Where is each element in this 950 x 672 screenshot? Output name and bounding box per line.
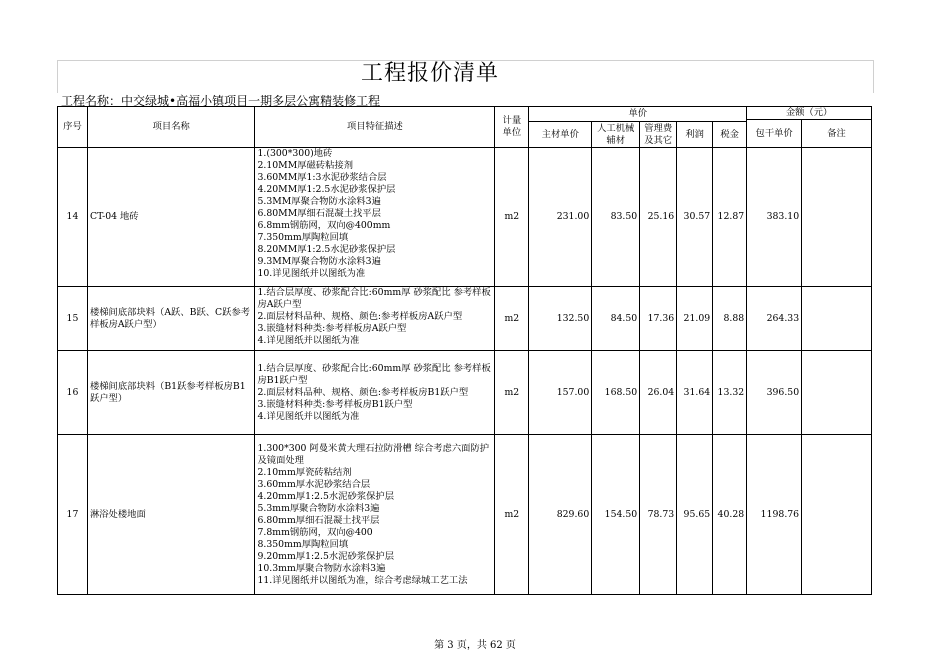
row-item-name: 淋浴处楼地面: [87, 435, 255, 595]
feature-line: 10.3mm厚聚合物防水涂料3遍: [257, 562, 386, 574]
row-seq: 16: [58, 351, 88, 435]
header-unit-price: 单价: [529, 107, 747, 122]
row-mgmt: 17.36: [640, 287, 677, 351]
title-box: [57, 60, 874, 93]
row-tax: 12.87: [713, 148, 747, 287]
feature-line: 1.结合层厚度、砂浆配合比:60mm厚 砂浆配比 参考样板房A跃户型: [257, 287, 491, 310]
row-material: 132.50: [529, 287, 592, 351]
feature-line: 8.350mm厚陶粒回填: [257, 538, 349, 550]
row-features: [255, 287, 495, 351]
feature-line: 3.嵌缝材料种类:参考样板房B1跃户型: [257, 398, 413, 410]
feature-line: 3.嵌缝材料种类:参考样板房A跃户型: [257, 323, 407, 334]
row-profit: 30.57: [677, 148, 713, 287]
header-profit: 利润: [677, 122, 713, 148]
header-labor-line2: 辅材: [606, 134, 626, 146]
row-labor: 84.50: [592, 287, 640, 351]
row-material: 829.60: [529, 435, 592, 595]
row-labor: 83.50: [592, 148, 640, 287]
row-total: 1198.76: [747, 435, 802, 595]
feature-line: 9.20mm厚1:2.5水泥砂浆保护层: [257, 550, 395, 562]
row-mgmt: 26.04: [640, 351, 677, 435]
row-remark: [802, 148, 872, 287]
feature-line: 1.(300*300)地砖: [257, 148, 333, 159]
row-remark: [802, 351, 872, 435]
feature-line: 5.3MM厚聚合物防水涂料3遍: [257, 196, 381, 207]
feature-line: 7.8mm钢筋网，双向@400: [257, 526, 373, 538]
feature-line: 6.80MM厚细石混凝土找平层: [257, 208, 381, 219]
header-mgmt-line2: 及其它: [644, 134, 673, 146]
feature-line: 3.60mm厚水泥砂浆结合层: [257, 478, 371, 490]
feature-line: 5.3mm厚聚合物防水涂料3遍: [257, 502, 380, 514]
row-profit: 21.09: [677, 287, 713, 351]
row-tax: 8.88: [713, 287, 747, 351]
header-remark: 备注: [802, 120, 872, 148]
page-title: 工程报价清单: [361, 61, 500, 86]
header-mgmt: [640, 122, 677, 148]
row-unit: m2: [495, 435, 529, 595]
quotation-table: [57, 106, 872, 595]
row-mgmt: 78.73: [640, 435, 677, 595]
header-total-price: 包干单价: [747, 120, 802, 148]
row-seq: 14: [58, 148, 88, 287]
feature-line: 2.10MM厚磁砖粘接剂: [257, 160, 353, 171]
header-labor-line1: 人工机械: [597, 122, 635, 134]
row-seq: 15: [58, 287, 88, 351]
feature-line: 7.350mm厚陶粒回填: [257, 232, 349, 243]
header-material: 主材单价: [529, 122, 592, 148]
header-unit: [495, 107, 529, 148]
header-item-name: 项目名称: [87, 107, 255, 148]
row-seq: 17: [58, 435, 88, 595]
row-unit: m2: [495, 148, 529, 287]
feature-line: 3.60MM厚1:3水泥砂浆结合层: [257, 172, 387, 183]
table-row: [58, 287, 872, 351]
row-features: [255, 435, 495, 595]
feature-line: 1.300*300 阿曼米黄大理石拉防滑槽 综合考虑六面防护及镜面处理: [257, 442, 490, 466]
row-total: 264.33: [747, 287, 802, 351]
row-unit: m2: [495, 287, 529, 351]
table-row: [58, 351, 872, 435]
header-unit-line1: 计量: [502, 115, 522, 126]
header-unit-line2: 单位: [502, 127, 522, 138]
feature-line: 4.20MM厚1:2.5水泥砂浆保护层: [257, 184, 396, 195]
row-features: [255, 148, 495, 287]
feature-line: 4.20mm厚1:2.5水泥砂浆保护层: [257, 490, 395, 502]
page-footer: 第 3 页，共 62 页: [434, 640, 516, 651]
row-total: 396.50: [747, 351, 802, 435]
feature-line: 11.详见图纸并以图纸为准，综合考虑绿城工艺工法: [257, 574, 468, 586]
table-row: [58, 435, 872, 595]
row-remark: [802, 287, 872, 351]
header-labor: [592, 122, 640, 148]
feature-line: 8.20MM厚1:2.5水泥砂浆保护层: [257, 244, 396, 255]
feature-line: 2.10mm厚瓷砖粘结剂: [257, 466, 352, 478]
header-amount: 金额（元）: [747, 107, 872, 120]
row-labor: 168.50: [592, 351, 640, 435]
feature-line: 4.详见图纸并以图纸为准: [257, 410, 360, 422]
row-tax: 40.28: [713, 435, 747, 595]
feature-line: 6.80mm厚细石混凝土找平层: [257, 514, 380, 526]
row-features: [255, 351, 495, 435]
row-item-name: 楼梯间底部块料（A跃、B跃、C跃参考样板房A跃户型）: [87, 287, 255, 351]
feature-line: 9.3MM厚聚合物防水涂料3遍: [257, 256, 381, 267]
feature-line: 10.详见图纸并以图纸为准: [257, 268, 366, 279]
row-remark: [802, 435, 872, 595]
row-mgmt: 25.16: [640, 148, 677, 287]
header-features: 项目特征描述: [255, 107, 495, 148]
table-row: [58, 148, 872, 287]
project-name: 工程名称：中交绿城•高福小镇项目一期多层公寓精装修工程: [61, 94, 381, 108]
header-mgmt-line1: 管理费: [644, 122, 673, 134]
feature-line: 4.详见图纸并以图纸为准: [257, 335, 360, 346]
row-material: 231.00: [529, 148, 592, 287]
row-tax: 13.32: [713, 351, 747, 435]
row-unit: m2: [495, 351, 529, 435]
feature-line: 6.8mm钢筋网，双向@400mm: [257, 220, 391, 231]
feature-line: 2.面层材料品种、规格、颜色:参考样板房A跃户型: [257, 311, 463, 322]
row-profit: 31.64: [677, 351, 713, 435]
quotation-sheet: [57, 60, 872, 605]
feature-line: 2.面层材料品种、规格、颜色:参考样板房B1跃户型: [257, 386, 469, 398]
row-labor: 154.50: [592, 435, 640, 595]
header-seq: 序号: [58, 107, 88, 148]
header-tax: 税金: [713, 122, 747, 148]
row-item-name: 楼梯间底部块料（B1跃参考样板房B1跃户型）: [87, 351, 255, 435]
row-item-name: CT-04 地砖: [87, 148, 255, 287]
row-total: 383.10: [747, 148, 802, 287]
row-material: 157.00: [529, 351, 592, 435]
feature-line: 1.结合层厚度、砂浆配合比:60mm厚 砂浆配比 参考样板房B1跃户型: [257, 362, 491, 386]
row-profit: 95.65: [677, 435, 713, 595]
